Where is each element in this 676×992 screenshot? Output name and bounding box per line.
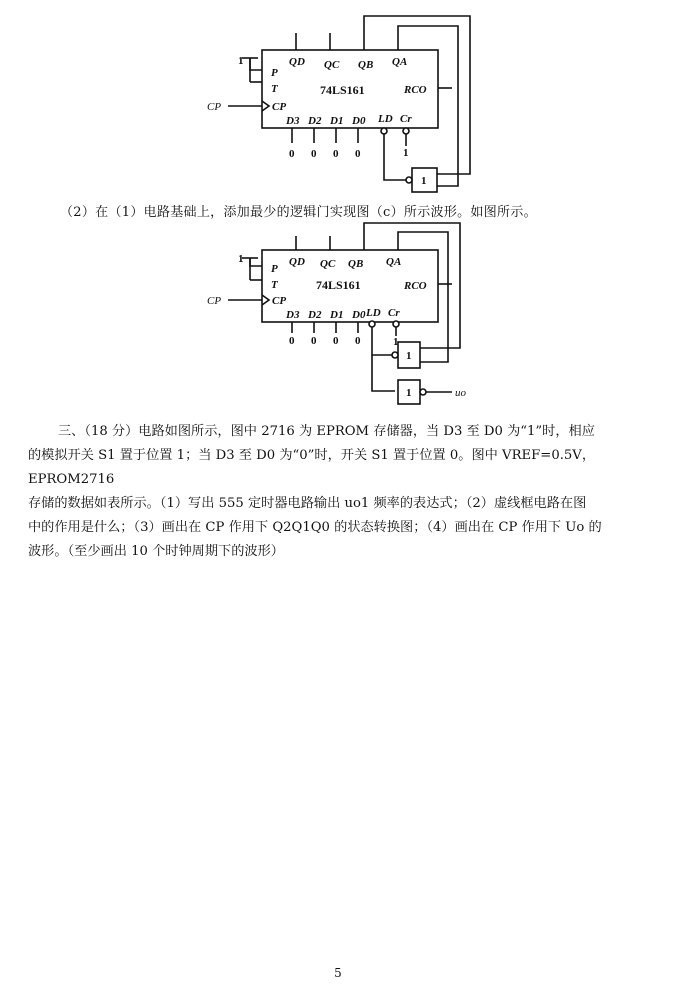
output-uo-label: uo xyxy=(455,387,466,399)
one-top-label: 1 xyxy=(238,55,244,67)
cr-one-label-2: 1 xyxy=(393,336,399,348)
data-input-3: 0 xyxy=(355,148,361,160)
data-input-2-2: 0 xyxy=(333,335,339,347)
p-pin-label: P xyxy=(271,67,278,79)
gate-2a-symbol: 1 xyxy=(406,350,412,362)
ld-label: LD xyxy=(378,113,393,125)
circuit-2-diagram xyxy=(0,220,676,420)
chip-name-2: 74LS161 xyxy=(316,278,361,292)
part-2-caption: （2）在（1）电路基础上，添加最少的逻辑门实现图（c）所示波形。如图所示。 xyxy=(60,205,537,220)
rco-label: RCO xyxy=(404,84,427,96)
p-pin-label-2: P xyxy=(271,263,278,275)
cp-pin-label-2: CP xyxy=(272,295,287,307)
cr-label: Cr xyxy=(400,113,412,125)
d2-label: D2 xyxy=(308,115,322,127)
qd-label-2: QD xyxy=(289,256,305,268)
qc-label: QC xyxy=(324,59,340,71)
cr-label-2: Cr xyxy=(388,307,400,319)
chip-name: 74LS161 xyxy=(320,83,365,97)
cp-input-label-2: CP xyxy=(207,295,222,307)
d1-label: D1 xyxy=(330,115,344,127)
d0-label-2: D0 xyxy=(352,309,366,321)
ld-label-2: LD xyxy=(366,307,381,319)
qd-label: QD xyxy=(289,56,305,68)
d3-label-2: D3 xyxy=(286,309,300,321)
qb-label-2: QB xyxy=(348,258,364,270)
d2-label-2: D2 xyxy=(308,309,322,321)
cp-input-label: CP xyxy=(207,101,222,113)
t-pin-label-2: T xyxy=(271,279,278,291)
gate-2b-symbol: 1 xyxy=(406,387,412,399)
circuit-1-diagram xyxy=(0,0,676,200)
problem-line-3: 存储的数据如表所示。（1）写出 555 定时器电路输出 uo1 频率的表达式；（2）虚线框电路在图 xyxy=(28,496,587,511)
d0-label: D0 xyxy=(352,115,366,127)
qc-label-2: QC xyxy=(320,258,336,270)
data-input-1: 0 xyxy=(311,148,317,160)
cp-pin-label: CP xyxy=(272,101,287,113)
qa-label-2: QA xyxy=(386,256,402,268)
problem-3-text xyxy=(28,420,648,564)
page-number: 5 xyxy=(334,966,342,980)
data-input-0: 0 xyxy=(289,148,295,160)
problem-line-4: 中的作用是什么；（3）画出在 CP 作用下 Q2Q1Q0 的状态转换图；（4）画出在 CP 作用下 Uo 的 xyxy=(28,520,602,535)
gate-1-symbol: 1 xyxy=(421,175,427,187)
data-input-2-0: 0 xyxy=(289,335,295,347)
rco-label-2: RCO xyxy=(404,280,427,292)
cr-one-label: 1 xyxy=(403,147,409,159)
qa-label: QA xyxy=(392,56,408,68)
one-top-label-2: 1 xyxy=(238,253,244,265)
problem-line-5: 波形。（至少画出 10 个时钟周期下的波形） xyxy=(28,544,284,559)
problem-line-1: 三、（18 分）电路如图所示，图中 2716 为 EPROM 存储器，当 D3 至 D0 为“1”时，相应 xyxy=(58,424,595,439)
data-input-2-1: 0 xyxy=(311,335,317,347)
d1-label-2: D1 xyxy=(330,309,344,321)
data-input-2: 0 xyxy=(333,148,339,160)
qb-label: QB xyxy=(358,59,374,71)
t-pin-label: T xyxy=(271,83,278,95)
data-input-2-3: 0 xyxy=(355,335,361,347)
d3-label: D3 xyxy=(286,115,300,127)
problem-line-2: 的模拟开关 S1 置于位置 1；当 D3 至 D0 为“0”时，开关 S1 置于位置 0。图中 VREF=0.5V，EPROM2716 xyxy=(28,448,596,487)
